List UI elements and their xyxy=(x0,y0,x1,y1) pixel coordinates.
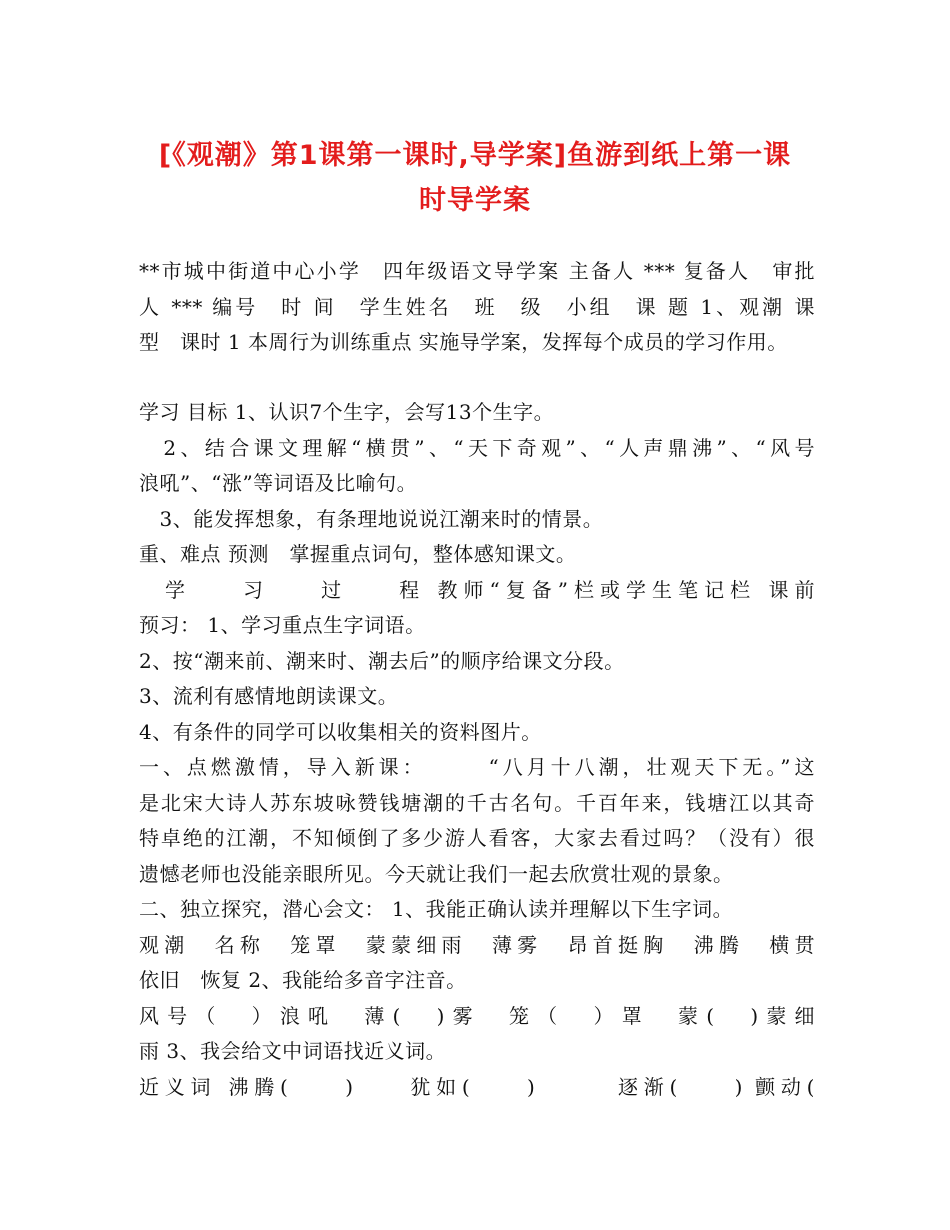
body-line: 遗憾老师也没能亲眼所见。今天就让我们一起去欣赏壮观的景象。 xyxy=(139,862,734,886)
body-line: 近义词 沸腾( ) 犹如( ) 逐渐( ) 颤动( xyxy=(139,1075,815,1099)
body-line: 型 课时 1 本周行为训练重点 实施导学案，发挥每个成员的学习作用。 xyxy=(139,330,788,354)
body-line: 是北宋大诗人苏东坡咏赞钱塘潮的千古名句。千百年来，钱塘江以其奇 xyxy=(139,791,815,815)
body-line: 重、难点 预测 掌握重点词句，整体感知课文。 xyxy=(139,542,577,566)
body-line: 3、流利有感情地朗读课文。 xyxy=(139,684,399,708)
body-line: 人 *** 编号 时 间 学生姓名 班 级 小组 课 题 1、观潮 课 xyxy=(139,295,815,319)
body-line: 依旧 恢复 2、我能给多音字注音。 xyxy=(139,968,467,992)
body-line: 雨 3、我会给文中词语找近义词。 xyxy=(139,1039,447,1063)
body-line: 2、按“潮来前、潮来时、潮去后”的顺序给课文分段。 xyxy=(139,649,625,673)
body-line: 预习： 1、学习重点生字词语。 xyxy=(139,613,426,637)
body-line: 观潮 名称 笼罩 蒙蒙细雨 薄雾 昂首挺胸 沸腾 横贯 xyxy=(139,933,815,957)
body-line: 学 习 过 程 教师“复备”栏或学生笔记栏 课前 xyxy=(139,578,815,602)
body-line: **市城中街道中心小学 四年级语文导学案 主备人 *** 复备人 审批 xyxy=(139,259,815,283)
body-line: 学习 目标 1、认识7个生字，会写13个生字。 xyxy=(139,400,555,424)
body-line: 一、点燃激情，导入新课： “八月十八潮，壮观天下无。”这 xyxy=(139,755,815,779)
body-line: 3、能发挥想象，有条理地说说江潮来时的情景。 xyxy=(139,507,604,531)
body-line: 浪吼”、“涨”等词语及比喻句。 xyxy=(139,471,418,495)
body-line: 风号（ ）浪吼 薄( )雾 笼（ ）罩 蒙( )蒙细 xyxy=(139,1004,815,1028)
body-line: 4、有条件的同学可以收集相关的资料图片。 xyxy=(139,720,542,744)
document-title-line-1: [《观潮》第1课第一课时,导学案]鱼游到纸上第一课 xyxy=(158,140,792,171)
body-line: 2、结合课文理解“横贯”、“天下奇观”、“人声鼎沸”、“风号 xyxy=(139,436,815,460)
body-line: 二、独立探究，潜心会文： 1、我能正确认读并理解以下生字词。 xyxy=(139,897,734,921)
body-line: 特卓绝的江潮，不知倾倒了多少游人看客，大家去看过吗？（没有）很 xyxy=(139,826,815,850)
document-title-line-2: 时导学案 xyxy=(419,185,531,216)
